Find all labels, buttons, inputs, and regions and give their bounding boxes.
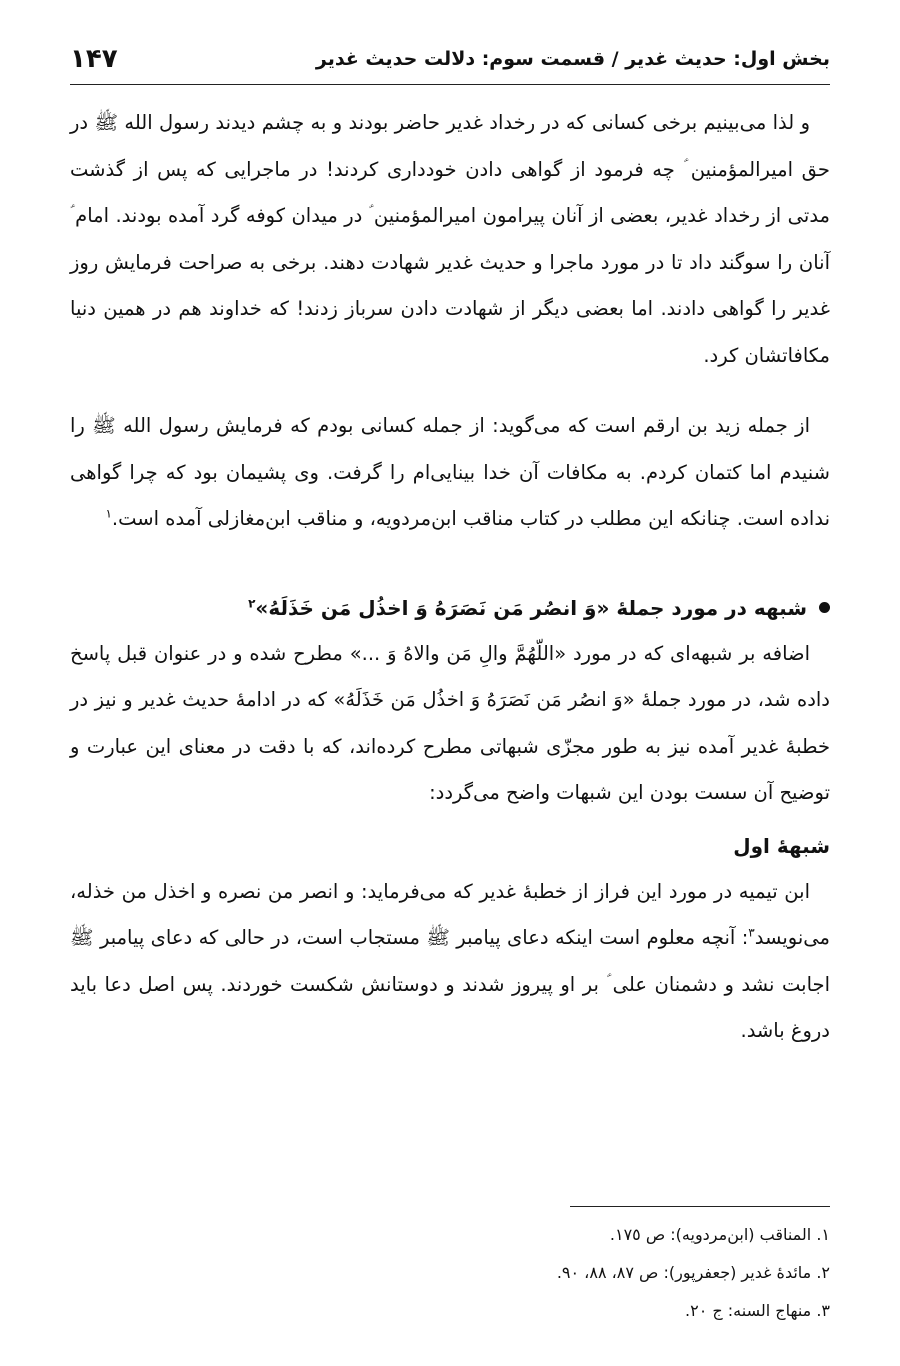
footnote-ref-2[interactable]: ٢ (248, 595, 256, 610)
footnote-3: ٣. منهاج السنه: ج ٢٠. (685, 1301, 830, 1320)
paragraph-2 (70, 403, 830, 543)
footnote-rule (570, 1206, 830, 1207)
subsection-paragraph (70, 869, 830, 1055)
subsection-heading: شبههٔ اول (733, 833, 830, 858)
section-heading-text: شبهه در مورد جملهٔ «وَ انصُر مَن نَصَرَهُ وَ اخذُل مَن خَذَلَهُ» (255, 595, 807, 620)
bullet-icon (819, 602, 830, 613)
subsection-text-after: : آنچه معلوم است اینکه دعای پیامبر ﷺ مستجاب است، در حالی که دعای پیامبر ﷺ اجابت نشد و دشمنان علی ؑ بر او پیروز شدند و دوستانش شکست خوردند. پس اصل دعا باید دروغ باشد. (70, 926, 830, 1042)
section-heading (70, 585, 830, 631)
page-number: ۱۴۷ (70, 44, 118, 74)
paragraph-1-text: و لذا می‌بینیم برخی کسانی که در رخداد غدیر حاضر بودند و به چشم دیدند رسول الله ﷺ در حق امیرالمؤمنین ؑ چه فرمود از گواهی دادن خودداری کردند! در ماجرایی که پس از گذشت مدتی از رخداد غدیر، بعضی از آنان پیرامون امیرالمؤمنین ؑ در میدان کوفه گرد آمده بودند. امام ؑ آنان را سوگند داد تا در مورد ماجرا و حدیث غدیر شهادت دهند. برخی به صراحت فرمایش روز غدیر را گواهی دادند. اما بعضی دیگر از شهادت دادن سرباز زدند! که خداوند هم در همین دنیا مکافاتشان کرد. (70, 111, 830, 367)
page-header (70, 38, 830, 80)
footnote-ref-3[interactable]: ٣ (748, 925, 755, 940)
section-paragraph (70, 631, 830, 817)
header-rule (70, 84, 830, 85)
footnotes (70, 1216, 830, 1330)
footnote-ref-1[interactable]: ١ (105, 506, 112, 521)
section-paragraph-text: اضافه بر شبهه‌ای که در مورد «اللّهُمَّ والِ مَن والاهُ وَ ...» مطرح شده و در عنوان قبل پاسخ داده شد، در مورد جملهٔ «وَ انصُر مَن نَصَرَهُ وَ اخذُل مَن خَذَلَهُ» که در ادامهٔ حدیث غدیر و نیز در خطبهٔ غدیر آمده نیز به طور مجزّی شبهاتی مطرح کرده‌اند، که با دقت در معنای این عبارت و توضیح آن سست بودن این شبهات واضح می‌گردد: (70, 641, 830, 804)
paragraph-2-text: از جمله زید بن ارقم است که می‌گوید: از جمله کسانی بودم که فرمایش رسول الله ﷺ را شنیدم اما کتمان کردم. به مکافات آن خدا بینایی‌ام را گرفت. وی پشیمان بود که چرا گواهی نداده است. چنانکه این مطلب در کتاب مناقب ابن‌مردویه، و مناقب ابن‌مغازلی آمده است. (70, 414, 830, 530)
footnote-1: ١. المناقب (ابن‌مردویه): ص ١٧٥. (609, 1225, 830, 1244)
paragraph-1 (70, 100, 830, 379)
page-body (70, 100, 830, 1055)
running-head: بخش اول: حدیث غدیر / قسمت سوم: دلالت حدیث غدیر (315, 48, 830, 70)
subsection-text-before: ابن تیمیه در مورد این فراز از خطبهٔ غدیر که می‌فرماید: و انصر من نصره و اخذل من خذله، می‌نویسد (70, 879, 830, 949)
footnote-2: ٢. مائدهٔ غدیر (جعفرپور): ص ٨٧، ٨٨، ٩٠. (556, 1263, 830, 1282)
